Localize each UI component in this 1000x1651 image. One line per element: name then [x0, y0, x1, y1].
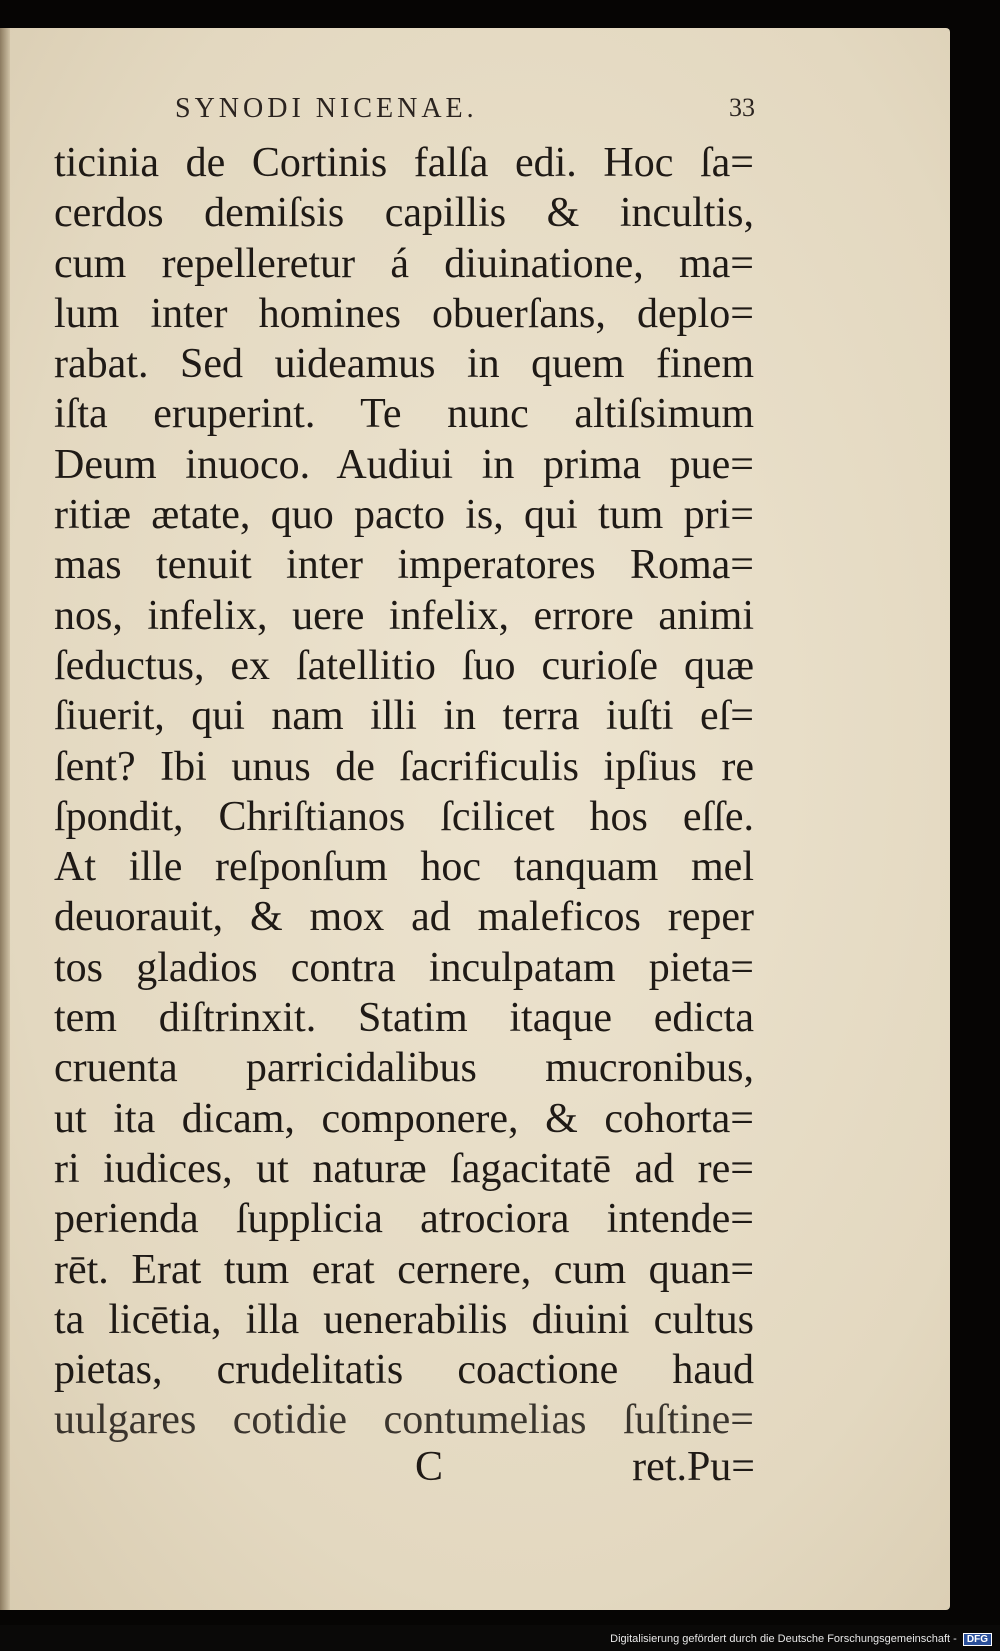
text-line: lum inter homines obuerſans, deplo=: [54, 290, 754, 337]
text-line: cum repelleretur á diuinatione, ma=: [54, 240, 754, 287]
text-line: ticinia de Cortinis falſa edi. Hoc ſa=: [54, 140, 754, 186]
text-line: cerdos demiſsis capillis & incultis,: [54, 190, 754, 237]
text-line: iſta eruperint. Te nunc altiſsimum: [54, 391, 754, 438]
dfg-logo: DFG: [963, 1633, 992, 1646]
text-line: ſiuerit, qui nam illi in terra iuſti eſ=: [54, 693, 754, 740]
text-line: ſent? Ibi unus de ſacrificulis ipſius re: [54, 743, 754, 790]
text-line: ta licētia, illa uenerabilis diuini cultus: [54, 1296, 754, 1343]
text-line: deuorauit, & mox ad maleficos reper: [54, 894, 754, 941]
text-line: At ille reſponſum hoc tanquam mel: [54, 844, 754, 891]
text-line: ſeductus, ex ſatellitio ſuo curioſe quæ: [54, 642, 754, 689]
running-title: SYNODI NICENAE.: [175, 93, 478, 124]
text-line: tos gladios contra inculpatam pieta=: [54, 944, 754, 991]
text-line: perienda ſupplicia atrociora intende=: [54, 1196, 754, 1243]
text-line: rēt. Erat tum erat cernere, cum quan=: [54, 1246, 754, 1293]
signature-mark: C: [415, 1444, 444, 1490]
footer-bar: [0, 1625, 1000, 1651]
text-line: cruenta parricidalibus mucronibus,: [54, 1045, 754, 1092]
page-gutter: [0, 28, 10, 1610]
text-line: ſpondit, Chriſtianos ſcilicet hos eſſe.: [54, 793, 754, 840]
page-number: 33: [729, 93, 755, 122]
text-line: ritiæ ætate, quo pacto is, qui tum pri=: [54, 492, 754, 539]
text-line: ri iudices, ut naturæ ſagacitatē ad re=: [54, 1145, 754, 1192]
text-line: rabat. Sed uideamus in quem finem: [54, 341, 754, 388]
text-line: pietas, crudelitatis coactione haud: [54, 1347, 754, 1394]
page-header: [175, 93, 755, 133]
catchword: ret.Pu=: [632, 1444, 755, 1490]
text-line: mas tenuit inter imperatores Roma=: [54, 542, 754, 589]
credit-text: Digitalisierung gefördert durch die Deutsche Forschungsgemeinschaft -: [610, 1633, 957, 1645]
text-line: tem diſtrinxit. Statim itaque edicta: [54, 995, 754, 1042]
body-text: [54, 138, 754, 1446]
text-line: ut ita dicam, componere, & cohorta=: [54, 1095, 754, 1142]
digitization-credit: [610, 1633, 992, 1646]
text-line: Deum inuoco. Audiui in prima pue=: [54, 441, 754, 488]
text-line: uulgares cotidie contumelias ſuſtine=: [54, 1397, 754, 1444]
text-line: nos, infelix, uere infelix, errore animi: [54, 592, 754, 639]
